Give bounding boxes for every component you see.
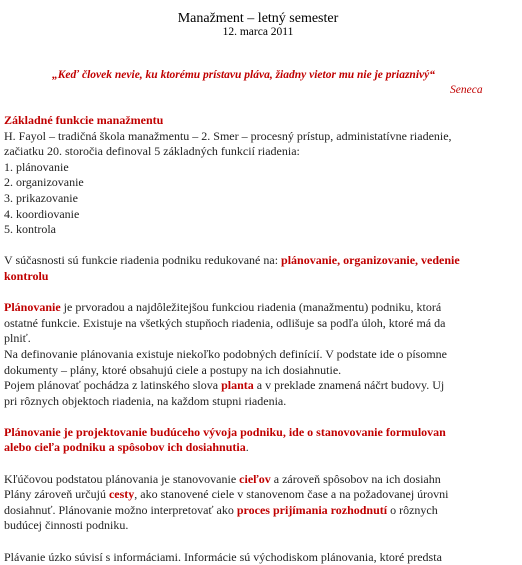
- term-proces: proces prijímania rozhodnutí: [236, 502, 388, 517]
- document-date: 12. marca 2011: [222, 26, 294, 38]
- list-item: 2. organizovanie: [4, 175, 84, 190]
- list-item: 3. prikazovanie: [4, 190, 78, 205]
- paragraph-line: Kľúčovou podstatou plánovania je stanovovanie cieľov a zároveň spôsobov na ich dosiahn: [4, 471, 441, 486]
- paragraph-line: Plávanie úzko súvisí s informáciami. Informácie sú východiskom plánovania, ktoré predsta: [4, 549, 442, 564]
- document-title: Manažment – letný semester: [177, 11, 339, 26]
- list-item: 4. koordiovanie: [4, 206, 80, 221]
- paragraph-line: ostatné funkcie. Existuje na všetkých stupňoch riadenia, odlišuje sa podľa úloh, ktoré má da: [4, 315, 446, 330]
- emphasis: plánovanie, organizovanie, vedenie: [281, 253, 460, 268]
- paragraph-line: dokumenty – plány, ktoré obsahujú ciele a postupy na ich dosiahnutie.: [4, 362, 342, 377]
- definition-line: alebo cieľa podniku a spôsobov ich dosiahnutia.: [4, 440, 249, 455]
- term-planovanie: Plánovanie: [4, 300, 61, 315]
- paragraph-line: začiatku 20. storočia definoval 5 základných funkcií riadenia:: [4, 144, 300, 159]
- document-body: [4, 113, 494, 565]
- paragraph-line: V súčasnosti sú funkcie riadenia podniku redukované na: plánovanie, organizovanie, vedenie: [4, 253, 460, 268]
- motto-author: Seneca: [450, 84, 483, 96]
- paragraph-line: budúcej činnosti podniku.: [4, 518, 129, 533]
- term-cesty: cesty: [108, 487, 135, 502]
- paragraph-line: Pojem plánovať pochádza z latinského slova planta a v preklade znamená náčrt budovy. Uj: [4, 378, 445, 393]
- paragraph-line: plniť.: [4, 331, 31, 346]
- list-item: 5. kontrola: [4, 222, 56, 237]
- paragraph-line: Na definovanie plánovania existuje niekoľko podobných definícií. V podstate ide o písomne: [4, 346, 447, 361]
- motto-quote: „Keď človek nevie, ku ktorému prístavu pláva, žiadny vietor mu nie je priaznivý“: [52, 69, 435, 81]
- term-planta: planta: [221, 378, 254, 393]
- paragraph-line: H. Fayol – tradičná škola manažmentu – 2. Smer – procesný prístup, administatívne riadenie,: [4, 128, 452, 143]
- paragraph-line: dosiahnuť. Plánovanie možno interpretovať ako proces prijímania rozhodnutí o rôznych: [4, 502, 438, 517]
- emphasis: kontrolu: [4, 268, 49, 283]
- definition-line: Plánovanie je projektovanie budúceho vývoja podniku, ide o stanovovanie formulovan: [4, 424, 446, 439]
- paragraph-line: pri rôznych objektoch riadenia, na každom stupni riadenia.: [4, 393, 287, 408]
- paragraph-line: Plánovanie je prvoradou a najdôležitejšou funkciou riadenia (manažmentu) podniku, ktorá: [4, 300, 442, 315]
- term-ciele: cieľov: [239, 471, 271, 486]
- list-item: 1. plánovanie: [4, 159, 69, 174]
- paragraph-line: Plány zároveň určujú cesty, ako stanovené ciele v stanovenom čase a na požadovanej úrovni: [4, 487, 449, 502]
- section-heading-functions: Základné funkcie manažmentu: [4, 113, 164, 127]
